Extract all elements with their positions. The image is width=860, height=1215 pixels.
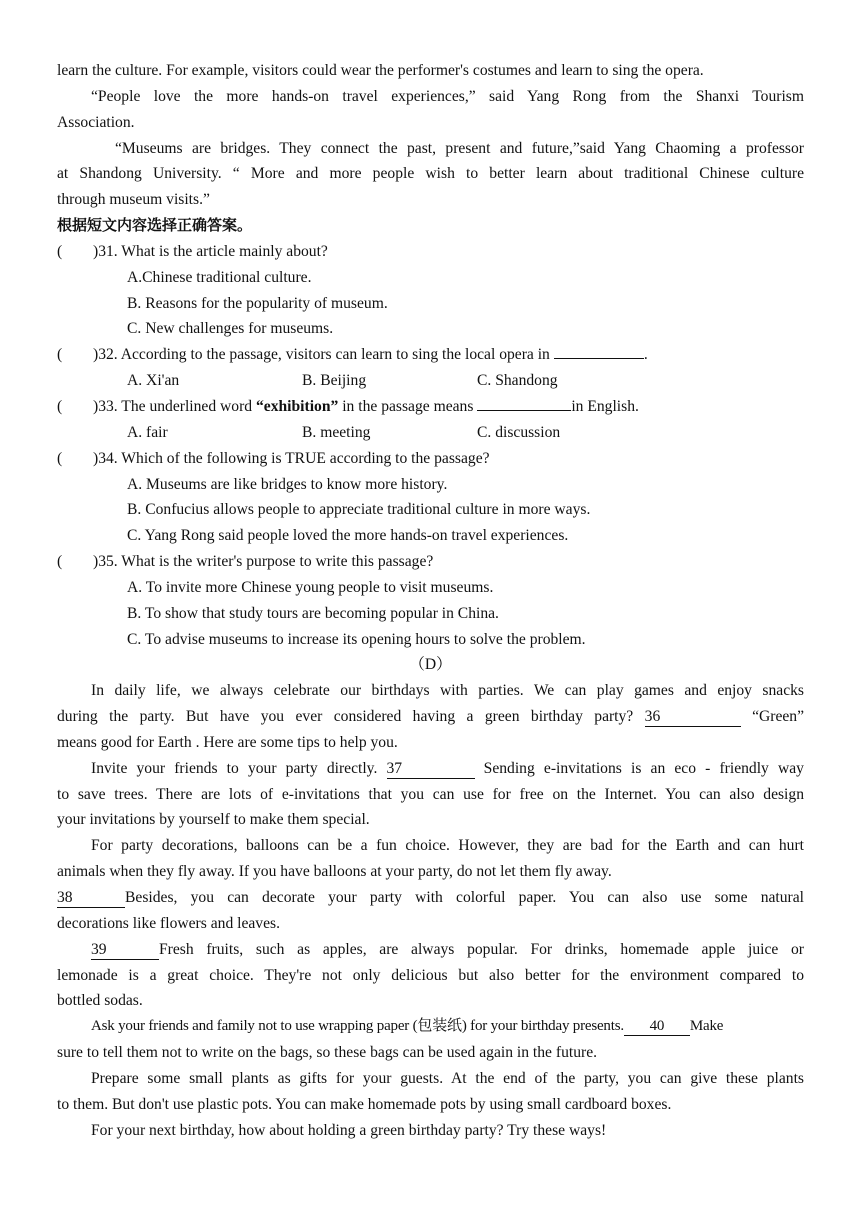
passage-line xyxy=(57,756,804,782)
blank-39: 39 xyxy=(91,941,159,960)
option: B. Confucius allows people to appreciate traditional culture in more ways. xyxy=(127,501,591,519)
option: C. New challenges for museums. xyxy=(127,320,334,338)
answer-paren: ( xyxy=(57,397,63,415)
question-tail: . xyxy=(643,346,648,364)
passage-text: Make xyxy=(689,1018,724,1035)
passage-line xyxy=(57,885,804,911)
underlined-word: “exhibition” xyxy=(255,397,339,415)
section-title: （D） xyxy=(409,656,452,674)
passage-line: through museum visits.” xyxy=(57,191,210,209)
passage-line: to save trees. There are lots of e-invitations that you can use for free on the Internet. You can also design xyxy=(57,785,804,803)
question-text: )35. What is the writer's purpose to write this passage? xyxy=(93,553,434,571)
answer-paren: ( xyxy=(57,346,63,364)
answer-paren: ( xyxy=(57,242,63,260)
passage-text: during the party. But have you ever considered having a green birthday party? xyxy=(57,708,634,726)
option: B. Beijing xyxy=(302,372,367,390)
option: A. Museums are like bridges to know more history. xyxy=(127,475,448,493)
question-32 xyxy=(57,342,804,368)
question-text: )32. According to the passage, visitors can learn to sing the local opera in xyxy=(93,346,550,364)
passage-line: For your next birthday, how about holding a green birthday party? Try these ways! xyxy=(91,1121,607,1139)
question-tail: in English. xyxy=(571,397,639,415)
option: A. Xi'an xyxy=(127,372,180,390)
answer-paren: ( xyxy=(57,449,63,467)
options-row xyxy=(57,368,804,394)
passage-line: decorations like flowers and leaves. xyxy=(57,914,280,932)
passage-line: learn the culture. For example, visitors could wear the performer's costumes and learn to sing the opera. xyxy=(57,62,704,79)
passage-line: “Museums are bridges. They connect the past, present and future,”said Yang Chaoming a professor xyxy=(115,139,804,157)
instruction-heading: 根据短文内容选择正确答案。 xyxy=(57,216,253,235)
option: C. Yang Rong said people loved the more hands-on travel experiences. xyxy=(127,527,569,545)
passage-line: lemonade is a great choice. They're not only delicious but also better for the environment compared to xyxy=(57,966,804,984)
options-row xyxy=(57,420,804,446)
passage-line xyxy=(57,937,804,963)
answer-paren: ( xyxy=(57,553,63,571)
blank-37: 37 xyxy=(387,760,475,779)
blank-38: 38 xyxy=(57,889,125,908)
passage-line: “People love the more hands-on travel experiences,” said Yang Rong from the Shanxi Tourism xyxy=(91,87,804,105)
blank-40: 40 xyxy=(624,1017,690,1036)
passage-line: to them. But don't use plastic pots. You can make homemade pots by using small cardboard boxes. xyxy=(57,1095,672,1113)
blank-36: 36 xyxy=(645,708,741,727)
option: C. To advise museums to increase its opening hours to solve the problem. xyxy=(127,630,586,648)
exam-page xyxy=(57,58,804,1143)
passage-line xyxy=(57,704,804,730)
passage-text: Ask your friends and family not to use wrapping paper (包装纸) for your birthday presents. xyxy=(91,1018,624,1035)
passage-line xyxy=(57,1014,804,1040)
question-31 xyxy=(57,239,804,265)
question-text: )34. Which of the following is TRUE according to the passage? xyxy=(93,449,490,467)
passage-line: animals when they fly away. If you have balloons at your party, do not let them fly away. xyxy=(57,863,612,881)
question-33 xyxy=(57,394,804,420)
passage-text: Sending e-invitations is an eco - friendly way xyxy=(483,759,804,777)
passage-line: at Shandong University. “ More and more people wish to better learn about traditional Chinese culture xyxy=(57,165,804,183)
passage-line: sure to tell them not to write on the bags, so these bags can be used again in the future. xyxy=(57,1044,598,1062)
option: C. discussion xyxy=(477,423,561,441)
passage-text: Fresh fruits, such as apples, are always popular. For drinks, homemade apple juice or xyxy=(159,940,804,958)
passage-line: For party decorations, balloons can be a fun choice. However, they are bad for the Earth and can hurt xyxy=(91,837,804,855)
passage-line: In daily life, we always celebrate our birthdays with parties. We can play games and enjoy snacks xyxy=(91,682,804,700)
question-34 xyxy=(57,446,804,472)
passage-text: Invite your friends to your party directly. xyxy=(91,759,378,777)
question-35 xyxy=(57,549,804,575)
option: A.Chinese traditional culture. xyxy=(127,268,312,286)
question-text: )33. The underlined word xyxy=(93,397,256,415)
option: B. Reasons for the popularity of museum. xyxy=(127,294,388,312)
option: B. To show that study tours are becoming popular in China. xyxy=(127,604,499,622)
option: C. Shandong xyxy=(477,372,558,390)
answer-blank xyxy=(477,394,571,411)
passage-line: your invitations by yourself to make them special. xyxy=(57,811,370,829)
option: A. fair xyxy=(127,423,168,441)
passage-text: “Green” xyxy=(752,708,805,726)
question-text: in the passage means xyxy=(338,397,478,415)
question-text: )31. What is the article mainly about? xyxy=(93,242,328,260)
option: A. To invite more Chinese young people to visit museums. xyxy=(127,578,494,596)
passage-line: Association. xyxy=(57,113,135,131)
option: B. meeting xyxy=(302,423,371,441)
passage-text: Besides, you can decorate your party with colorful paper. You can also use some natural xyxy=(125,889,804,906)
answer-blank xyxy=(554,342,644,359)
passage-line: Prepare some small plants as gifts for your guests. At the end of the party, you can give these plants xyxy=(91,1069,804,1087)
passage-line: bottled sodas. xyxy=(57,992,143,1010)
passage-line: means good for Earth . Here are some tips to help you. xyxy=(57,733,398,751)
